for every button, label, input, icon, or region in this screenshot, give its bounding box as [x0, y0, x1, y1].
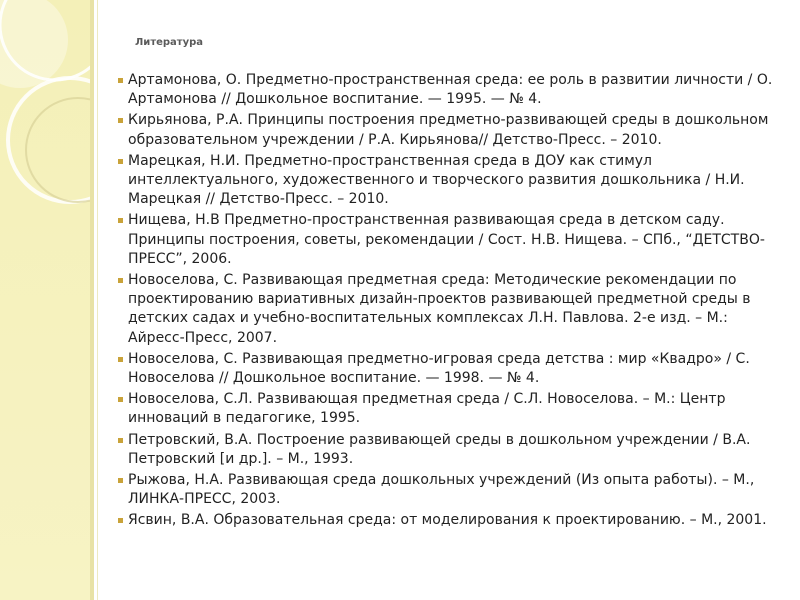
bullet-icon	[118, 357, 123, 362]
reference-item	[118, 211, 778, 269]
bullet-icon	[118, 478, 123, 483]
reference-item	[118, 350, 778, 388]
reference-text: Нищева, Н.В Предметно-пространственная развивающая среда в детском саду. Принципы построения, советы, рекомендации / Сост. Н.В. Нищева. – СПб., “ДЕТСТВО-ПРЕСС”, 2006.	[128, 212, 765, 267]
reference-item	[118, 271, 778, 348]
reference-list	[118, 71, 778, 533]
decorative-line	[97, 0, 98, 600]
bullet-icon	[118, 438, 123, 443]
reference-text: Артамонова, О. Предметно-пространственная среда: ее роль в развитии личности / О. Артамонова // Дошкольное воспитание. — 1995. — № 4.	[128, 72, 773, 108]
reference-item	[118, 431, 778, 469]
bullet-icon	[118, 278, 123, 283]
reference-item	[118, 390, 778, 428]
reference-text: Кирьянова, Р.А. Принципы построения предметно-развивающей среды в дошкольном образовательном учреждении / Р.А. Кирьянова// Детство-Пресс. – 2010.	[128, 112, 769, 148]
reference-item	[118, 471, 778, 509]
reference-text: Новоселова, С. Развивающая предметно-игровая среда детства : мир «Квадро» / С. Новоселова // Дошкольное воспитание. — 1998. — № 4.	[128, 350, 750, 387]
decorative-stripe	[90, 0, 94, 600]
decorative-circles	[0, 0, 90, 600]
bullet-icon	[118, 218, 123, 223]
reference-text: Новоселова, С.Л. Развивающая предметная среда / С.Л. Новоселова. – М.: Центр инноваций в педагогике, 1995.	[128, 391, 726, 427]
reference-text: Ясвин, В.А. Образовательная среда: от моделирования к проектированию. – М., 2001.	[128, 512, 767, 529]
reference-text: Марецкая, Н.И. Предметно-пространственная среда в ДОУ как стимул интеллектуального, художественного и творческого развития дошкольника / Н.И. Марецкая // Детство-Пресс. – 2010.	[128, 152, 745, 208]
reference-text: Петровский, В.А. Построение развивающей среды в дошкольном учреждении / В.А. Петровский [и др.]. – М., 1993.	[128, 431, 751, 467]
reference-text: Новоселова, С. Развивающая предметная среда: Методические рекомендации по проектированию вариативных дизайн-проектов развивающей предметной среды в детских садах и учебно-воспитательных комплексах Л.Н. Павлова. 2-е изд. – М.: Айресс-Пресс, 2007.	[128, 272, 751, 346]
page-title: Литература	[135, 37, 204, 48]
bullet-icon	[118, 159, 123, 164]
bullet-icon	[118, 518, 123, 523]
reference-item	[118, 71, 778, 109]
reference-text: Рыжова, Н.А. Развивающая среда дошкольных учреждений (Из опыта работы). – М., ЛИНКА-ПРЕСС, 2003.	[128, 472, 755, 508]
bullet-icon	[118, 118, 123, 123]
reference-item	[118, 111, 778, 149]
bullet-icon	[118, 397, 123, 402]
decorative-panel	[0, 0, 90, 600]
reference-item	[118, 511, 778, 530]
reference-item	[118, 152, 778, 210]
bullet-icon	[118, 78, 123, 83]
